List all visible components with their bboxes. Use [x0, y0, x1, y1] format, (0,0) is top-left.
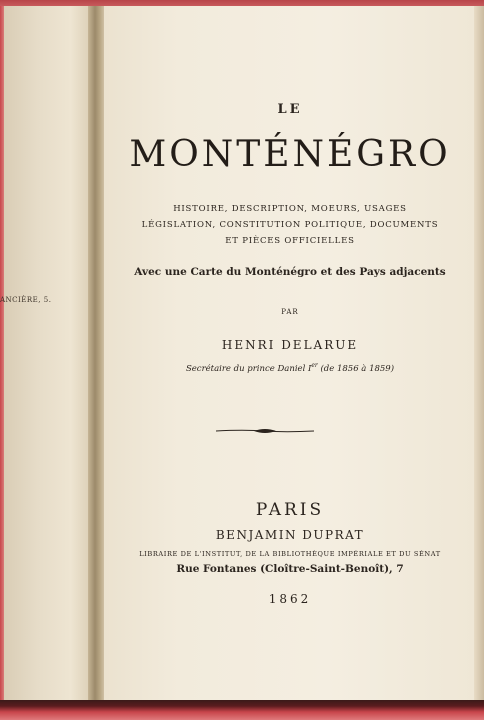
subtitle-line-3: ET PIÈCES OFFICIELLES: [225, 236, 355, 246]
publisher-name: BENJAMIN DUPRAT: [215, 528, 365, 542]
ornament-rule: [214, 426, 316, 436]
author-name: HENRI DELARUE: [221, 338, 359, 352]
subtitle-line-1: HISTOIRE, DESCRIPTION, MOEURS, USAGES: [173, 204, 407, 214]
map-note: Avec une Carte du Monténégro et des Pays adjacents: [134, 266, 446, 278]
city: PARIS: [255, 500, 325, 520]
left-page-text-fragment: ANCIÈRE, 5.: [0, 296, 52, 304]
left-red-edge: [0, 6, 4, 700]
author-role-superscript: er: [311, 362, 318, 369]
publisher-role: LIBRAIRE DE L'INSTITUT, DE LA BIBLIOTHÈQUE IMPÉRIALE ET DU SÉNAT: [139, 550, 441, 558]
by-label: PAR: [281, 308, 299, 316]
book-bottom-edge: [0, 700, 484, 720]
author-role-dates: (de 1856 à 1859): [317, 363, 395, 374]
left-page: [0, 6, 94, 700]
book-title: MONTÉNÉGRO: [129, 134, 451, 175]
publisher-address: Rue Fontanes (Cloître-Saint-Benoît), 7: [176, 563, 404, 575]
title-article: LE: [277, 102, 303, 117]
subtitle-line-2: LÉGISLATION, CONSTITUTION POLITIQUE, DOCUMENTS: [141, 220, 439, 230]
publication-year: 1862: [268, 592, 312, 606]
author-role: [104, 362, 476, 374]
author-role-main: Secrétaire du prince Daniel I: [185, 363, 312, 374]
